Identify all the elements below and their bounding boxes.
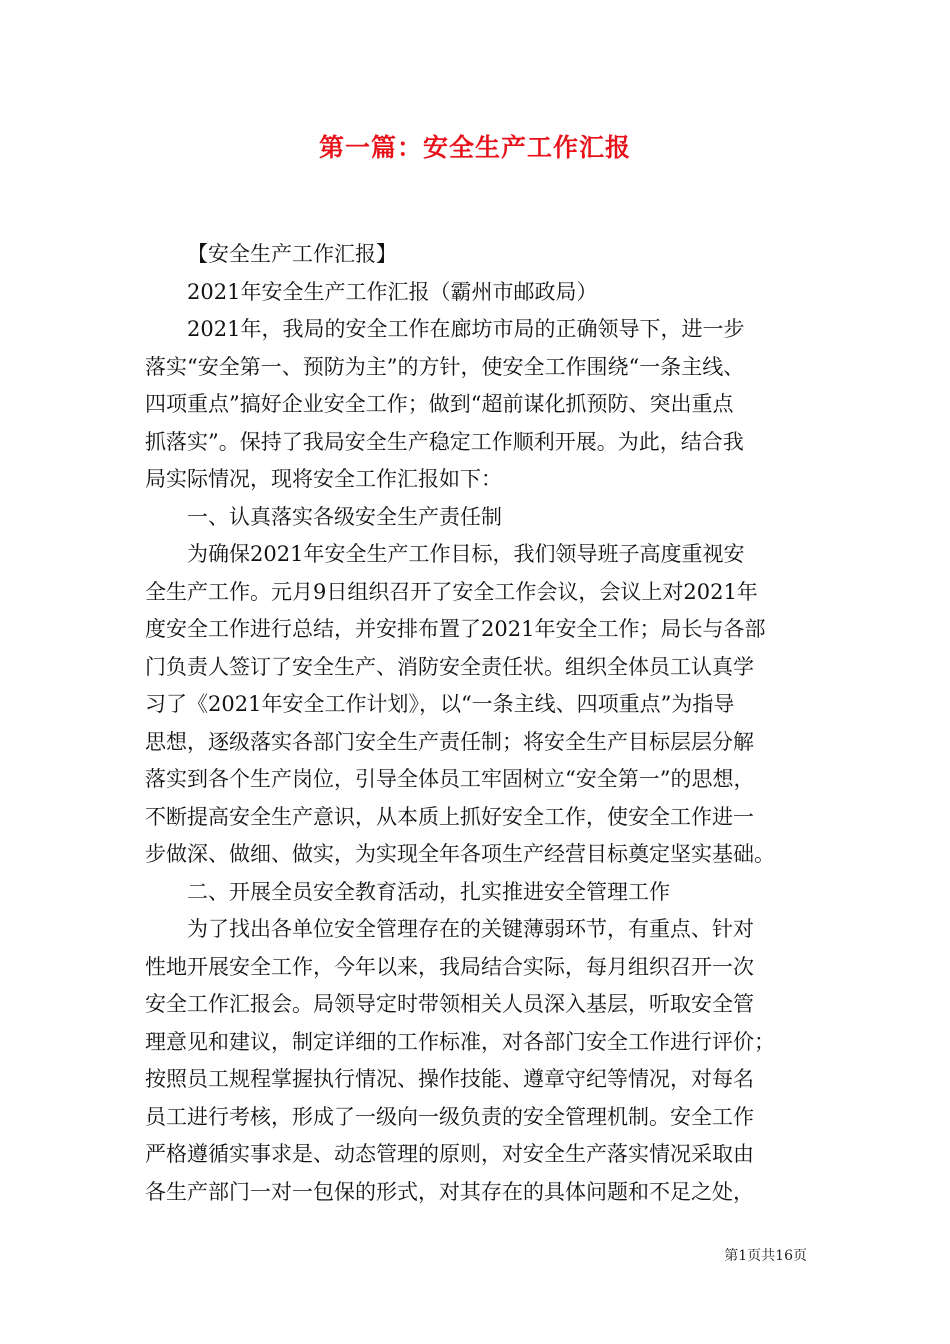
paragraph-line: 度安全工作进行总结，并安排布置了2021年安全工作；局长与各部: [145, 617, 766, 641]
paragraph-line: 落实到各个生产岗位，引导全体员工牢固树立“安全第一”的思想，: [145, 767, 755, 791]
paragraph-line: 不断提高安全生产意识，从本质上抓好安全工作，使安全工作进一: [145, 804, 754, 829]
paragraph-line: 步做深、做细、做实，为实现全年各项生产经营目标奠定坚实基础。: [145, 842, 775, 866]
report-subtitle: 2021年安全生产工作汇报（霸州市邮政局）: [187, 279, 598, 304]
section-heading: 【安全生产工作汇报】: [187, 242, 397, 266]
paragraph-line: 为了找出各单位安全管理存在的关键薄弱环节，有重点、针对: [187, 917, 754, 941]
paragraph-line: 按照员工规程掌握执行情况、操作技能、遵章守纪等情况，对每名: [145, 1067, 754, 1091]
paragraph-line: 2021年，我局的安全工作在廊坊市局的正确领导下，进一步: [187, 317, 745, 341]
paragraph-line: 全生产工作。元月9日组织召开了安全工作会议，会议上对2021年: [145, 579, 758, 604]
paragraph-line: 性地开展安全工作，今年以来，我局结合实际，每月组织召开一次: [145, 954, 754, 979]
document-body: [145, 236, 815, 1211]
paragraph-line: 门负责人签订了安全生产、消防安全责任状。组织全体员工认真学: [145, 654, 754, 679]
section-heading: 一、认真落实各级安全生产责任制: [187, 504, 502, 529]
paragraph-line: 抓落实”。保持了我局安全生产稳定工作顺利开展。为此，结合我: [145, 429, 744, 454]
section-heading: 二、开展全员安全教育活动，扎实推进安全管理工作: [187, 879, 670, 904]
paragraph-line: 习了《2021年安全工作计划》，以“一条主线、四项重点”为指导: [145, 692, 735, 716]
paragraph-line: 严格遵循实事求是、动态管理的原则，对安全生产落实情况采取由: [145, 1142, 754, 1166]
paragraph-line: 员工进行考核，形成了一级向一级负责的安全管理机制。安全工作: [145, 1104, 754, 1129]
page-number: 第1页共16页: [724, 1248, 807, 1264]
paragraph-line: 为确保2021年安全生产工作目标，我们领导班子高度重视安: [187, 542, 745, 566]
paragraph-line: 各生产部门一对一包保的形式，对其存在的具体问题和不足之处，: [145, 1179, 754, 1204]
paragraph-line: 理意见和建议，制定详细的工作标准，对各部门安全工作进行评价；: [145, 1029, 775, 1054]
paragraph-line: 落实“安全第一、预防为主”的方针，使安全工作围绕“一条主线、: [145, 354, 745, 379]
paragraph-line: 局实际情况，现将安全工作汇报如下：: [145, 467, 502, 491]
document-title: 第一篇：安全生产工作汇报: [318, 133, 631, 162]
paragraph-line: 四项重点”搞好企业安全工作；做到“超前谋化抓预防、突出重点: [145, 392, 734, 416]
paragraph-line: 思想，逐级落实各部门安全生产责任制；将安全生产目标层层分解: [145, 729, 754, 754]
paragraph-line: 安全工作汇报会。局领导定时带领相关人员深入基层，听取安全管: [145, 992, 754, 1016]
